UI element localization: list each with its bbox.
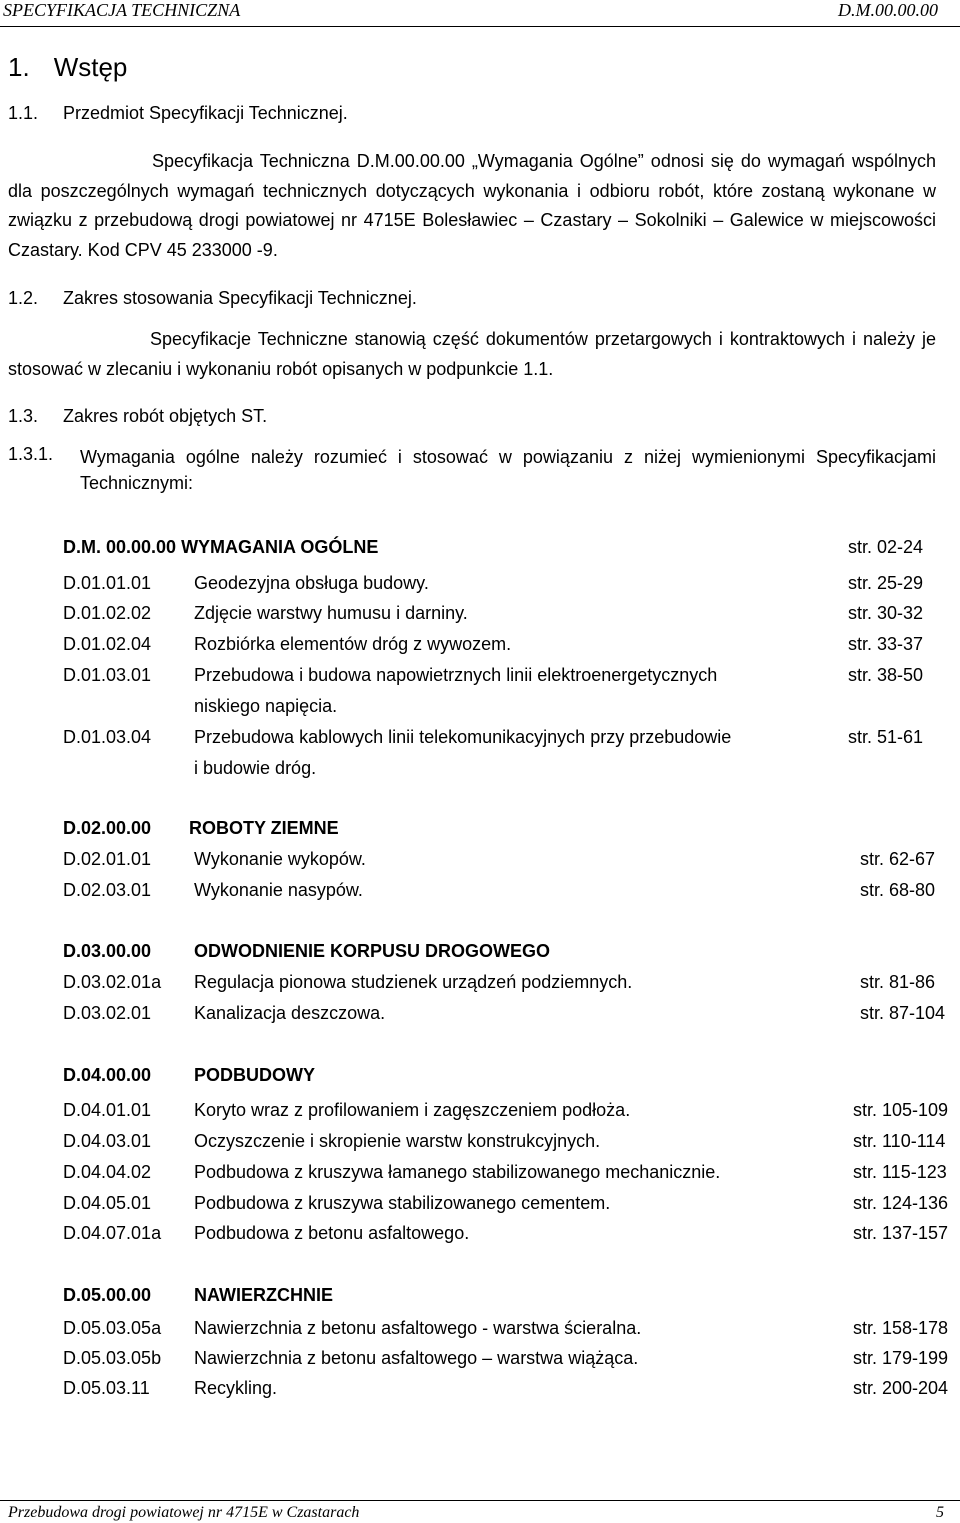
toc-title: Podbudowa z betonu asfaltowego. (194, 1223, 470, 1243)
toc-row (0, 603, 960, 633)
toc-row (0, 665, 960, 695)
subsubsection-text: Wymagania ogólne należy rozumieć i stosować w powiązaniu z niżej wymienionymi Specyfikacjami Technicznymi: (80, 447, 936, 493)
toc-title: Koryto wraz z profilowaniem i zagęszczeniem podłoża. (194, 1100, 631, 1120)
paragraph (8, 147, 936, 265)
subsubsection-number: 1.3.1. (8, 444, 54, 464)
toc-row (0, 1100, 960, 1130)
toc-group-row (0, 1285, 960, 1315)
toc-row (0, 880, 960, 910)
subsection-heading (8, 288, 417, 309)
subsection-title: Przedmiot Specyfikacji Technicznej. (63, 103, 348, 123)
subsection-title: Zakres stosowania Specyfikacji Technicznej. (63, 288, 417, 308)
toc-pages: str. 200-204 (853, 1378, 949, 1398)
toc-row (0, 1131, 960, 1161)
toc-pages: str. 25-29 (848, 573, 924, 593)
toc-title: Oczyszczenie i skropienie warstw konstrukcyjnych. (194, 1131, 601, 1151)
toc-code: D.03.02.01a (63, 972, 162, 992)
toc-code: D.04.03.01 (63, 1131, 152, 1151)
toc-title-continued: i budowie dróg. (194, 758, 317, 778)
toc-title: Geodezyjna obsługa budowy. (194, 573, 429, 593)
toc-group-row (0, 818, 960, 848)
toc-group-row (0, 1065, 960, 1095)
header-doc-code: D.M.00.00.00 (838, 0, 938, 20)
toc-pages: str. 115-123 (853, 1162, 947, 1182)
toc-pages: str. 158-178 (853, 1318, 949, 1338)
section-title: Wstęp (53, 52, 128, 82)
toc-pages: str. 33-37 (848, 634, 924, 654)
toc-pages: str. 51-61 (848, 727, 924, 747)
subsection-heading (8, 406, 267, 427)
toc-code: D.01.03.04 (63, 727, 152, 747)
toc-title: Przebudowa i budowa napowietrznych linii elektroenergetycznych (194, 665, 718, 685)
toc-pages: str. 124-136 (853, 1193, 949, 1213)
toc-code: D.03.02.01 (63, 1003, 152, 1023)
toc-row (0, 573, 960, 603)
toc-pages: str. 81-86 (860, 972, 936, 992)
toc-title: Podbudowa z kruszywa łamanego stabilizowanego mechanicznie. (194, 1162, 721, 1182)
toc-title: Kanalizacja deszczowa. (194, 1003, 386, 1023)
toc-row (0, 727, 960, 757)
paragraph-text: Specyfikacja Techniczna D.M.00.00.00 „Wymagania Ogólne” odnosi się do wymagań wspólnych dla poszczególnych wymagań technicznych dotyczących wykonania i odbioru robót, które zostaną wykonane w związku z przebudową drogi powiatowej nr 4715E Bolesławiec – Czastary – Sokolniki – Galewice w miejscowości Czastary. Kod CPV 45 233000 -9. (8, 151, 936, 260)
toc-title-continued: niskiego napięcia. (194, 696, 338, 716)
page-number: 5 (936, 1504, 944, 1521)
toc-title: Recykling. (194, 1378, 278, 1398)
toc-title: Przebudowa kablowych linii telekomunikacyjnych przy przebudowie (194, 727, 732, 747)
toc-pages: str. 105-109 (853, 1100, 949, 1120)
toc-title: Podbudowa z kruszywa stabilizowanego cementem. (194, 1193, 611, 1213)
subsection-number: 1.3. (8, 406, 39, 426)
toc-pages: str. 62-67 (860, 849, 936, 869)
section-heading (8, 52, 127, 83)
toc-pages: str. 110-114 (853, 1131, 946, 1151)
toc-row (0, 1223, 960, 1253)
toc-pages: str. 30-32 (848, 603, 924, 623)
toc-pages: str. 68-80 (860, 880, 936, 900)
toc-title: Zdjęcie warstwy humusu i darniny. (194, 603, 468, 623)
toc-title: ROBOTY ZIEMNE (189, 818, 339, 838)
toc-code: D.03.00.00 (63, 941, 152, 961)
toc-code: D.05.03.05b (63, 1348, 162, 1368)
toc-row (0, 1193, 960, 1223)
section-number: 1. (8, 52, 30, 82)
toc-title: Nawierzchnia z betonu asfaltowego – warstwa wiążąca. (194, 1348, 639, 1368)
header-rule (0, 26, 960, 27)
toc-title: ODWODNIENIE KORPUSU DROGOWEGO (194, 941, 551, 961)
subsection-number: 1.2. (8, 288, 39, 308)
toc-title: PODBUDOWY (194, 1065, 315, 1085)
toc-code: D.01.02.04 (63, 634, 152, 654)
toc-pages: str. 02-24 (848, 537, 924, 557)
toc-row (0, 1348, 960, 1378)
toc-code: D.04.01.01 (63, 1100, 152, 1120)
toc-row (0, 1378, 960, 1408)
toc-code: D.04.07.01a (63, 1223, 162, 1243)
footer-rule (0, 1500, 960, 1501)
toc-code: D.01.02.02 (63, 603, 152, 623)
toc-title: Nawierzchnia z betonu asfaltowego - warstwa ścieralna. (194, 1318, 642, 1338)
subsection-title: Zakres robót objętych ST. (63, 406, 268, 426)
toc-group-row (0, 537, 960, 567)
toc-row (0, 1162, 960, 1192)
toc-code: D.02.01.01 (63, 849, 152, 869)
toc-title: Rozbiórka elementów dróg z wywozem. (194, 634, 512, 654)
toc-row (0, 1003, 960, 1033)
toc-code: D.05.00.00 (63, 1285, 152, 1305)
toc-code: D.M. 00.00.00 WYMAGANIA OGÓLNE (63, 537, 379, 557)
toc-title: NAWIERZCHNIE (194, 1285, 333, 1305)
paragraph (8, 325, 936, 384)
footer-title: Przebudowa drogi powiatowej nr 4715E w Czastarach (8, 1504, 360, 1521)
toc-code: D.05.03.11 (63, 1378, 150, 1398)
toc-code: D.04.05.01 (63, 1193, 152, 1213)
toc-code: D.01.03.01 (63, 665, 152, 685)
toc-code: D.01.01.01 (63, 573, 152, 593)
toc-pages: str. 179-199 (853, 1348, 949, 1368)
toc-row (0, 634, 960, 664)
toc-pages: str. 38-50 (848, 665, 924, 685)
toc-group-row (0, 941, 960, 971)
header-title: SPECYFIKACJA TECHNICZNA (3, 0, 241, 20)
toc-row (0, 849, 960, 879)
toc-code: D.04.04.02 (63, 1162, 152, 1182)
toc-code: D.02.00.00 (63, 818, 152, 838)
paragraph-text: Specyfikacje Techniczne stanowią część dokumentów przetargowych i kontraktowych i należy je stosować w zlecaniu i wykonaniu robót opisanych w podpunkcie 1.1. (8, 329, 936, 379)
toc-code: D.02.03.01 (63, 880, 152, 900)
toc-pages: str. 137-157 (853, 1223, 949, 1243)
toc-code: D.04.00.00 (63, 1065, 152, 1085)
toc-code: D.05.03.05a (63, 1318, 162, 1338)
toc-row (0, 972, 960, 1002)
toc-title: Wykonanie wykopów. (194, 849, 366, 869)
subsection-heading (8, 103, 348, 124)
subsection-number: 1.1. (8, 103, 39, 123)
toc-title: Wykonanie nasypów. (194, 880, 363, 900)
toc-title: Regulacja pionowa studzienek urządzeń podziemnych. (194, 972, 633, 992)
toc-pages: str. 87-104 (860, 1003, 946, 1023)
toc-row (0, 1318, 960, 1348)
